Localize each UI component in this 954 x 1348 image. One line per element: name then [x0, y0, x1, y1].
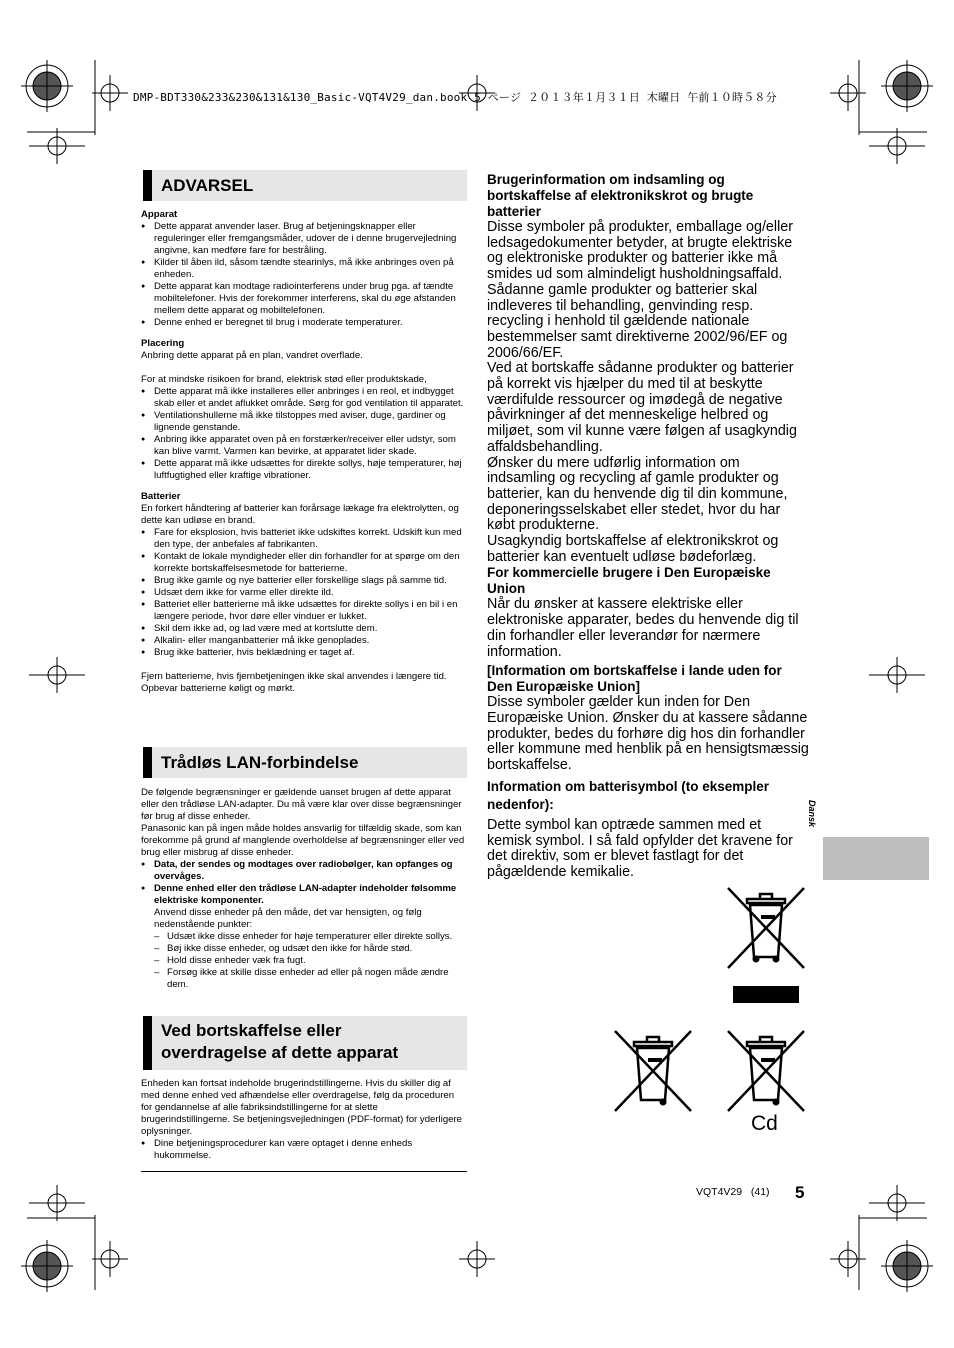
heading-non-eu: [Information om bortskaffelse i lande uden for Den Europæiske Union] [487, 663, 782, 695]
file-header: DMP-BDT330&233&230&131&130_Basic-VQT4V29_dan.book 5 ページ ２０１３年１月３１日 木曜日 午前１０時５８分 [133, 91, 777, 104]
apparat-heading: Apparat [141, 209, 178, 220]
right-column [487, 172, 809, 881]
batterier-list [141, 527, 467, 659]
list-item: ● Dette apparat må ikke installeres eller anbringes i en reol, et indbygget skab eller et andet aflukket område. Sørg for god ventilation til apparatet. [141, 386, 467, 410]
wlan-bold-list [141, 859, 467, 907]
list-item: ● Denne enhed er beregnet til brug i moderate temperaturer. [141, 317, 467, 329]
section-heading-advarsel: ADVARSEL [143, 170, 467, 201]
list-item: ● Alkalin- eller manganbatterier må ikke genoplades. [141, 635, 467, 647]
list-item: ● Skil dem ikke ad, og lad være med at kortslutte dem. [141, 623, 467, 635]
wlan-intro2: Panasonic kan på ingen måde holdes ansvarlig for tilfældig skade, som kan forekomme på grund af manglende overholdelse af begrænsninger eller ved brug eller misbrug af disse enheder. [141, 823, 465, 858]
paragraph: Usagkyndig bortskaffelse af elektronikskrot og batterier kan eventuelt udløse bødeforlæg. [487, 533, 779, 565]
wlan-dash-list [141, 931, 467, 991]
language-tab [823, 837, 929, 880]
list-item: – Hold disse enheder væk fra fugt. [141, 955, 467, 967]
wlan-use-text: Anvend disse enheder på den måde, det var hensigten, og følg nedenstående punkter: [154, 907, 422, 930]
divider [141, 1171, 467, 1172]
disposal-text: Enheden kan fortsat indeholde brugerindstillingerne. Hvis du skiller dig af med denne enhed ved afhændelse eller overdragelse, følg da proceduren for gendannelse af alle fabriksindstillingerne for at slette brugerindstillingerne. Se betjeningsvejledningen (PDF-format) for yderligere oplysninger. [141, 1078, 463, 1137]
advarsel-body [141, 209, 467, 695]
list-item: ● Dette apparat kan modtage radiointerferens under brug pga. af tændte mobiltelefoner. Hvis der forekommer interferens, skal du øge afstanden mellem dette apparat og mobiltelefonen. [141, 281, 467, 317]
placering-heading: Placering [141, 338, 185, 349]
risk-text: For at mindske risikoen for brand, elektrisk stød eller produktskade, [141, 374, 427, 385]
document-code: VQT4V29 (41) [696, 1186, 770, 1198]
disposal-body [141, 1078, 467, 1162]
language-tab-label: Dansk [807, 800, 817, 828]
paragraph: Disse symboler på produkter, emballage og/eller ledsagedokumenter betyder, at brugte elektriske og elektroniske produkter og batterier ikke må smides ud som almindeligt husholdningsaffald. [487, 219, 793, 283]
chemical-symbol: Cd [751, 1112, 778, 1135]
wlan-body [141, 787, 467, 991]
paragraph: Disse symboler gælder kun inden for Den Europæiske Union. Ønsker du at kassere sådanne produkter, bedes du forhøre dig hos din forhandler eller kommune med henblik på en hensigtsmæssig bortskaffelse. [487, 694, 809, 774]
wlan-intro: De følgende begrænsninger er gældende uanset brugen af dette apparat eller den trådløse LAN-adapter. Du må være klar over disse begrænsninger før brug af disse enheder. [141, 787, 462, 822]
crossed-bin-icon [725, 885, 807, 971]
placering-text: Anbring dette apparat på en plan, vandret overflade. [141, 350, 363, 361]
paragraph: Sådanne gamle produkter og batterier skal indleveres til behandling, genvinding resp. recycling i henhold til gældende nationale bestemmelser samt direktiverne 2002/96/EF og 2006/66/EF. [487, 281, 788, 361]
section-heading-disposal: Ved bortskaffelse eller overdragelse af dette apparat [143, 1016, 467, 1070]
section-heading-wlan: Trådløs LAN-forbindelse [143, 747, 467, 778]
crossed-bin-icon [725, 1028, 807, 1114]
remote-text: Fjern batterierne, hvis fjernbetjeningen ikke skal anvendes i længere tid. Opbevar batterierne køligt og mørkt. [141, 671, 447, 694]
list-item: ● Brug ikke batterier, hvis beklædning er taget af. [141, 647, 467, 659]
paragraph: Dette symbol kan optræde sammen med et kemisk symbol. I så fald opfylder det kravene for det direktiv, som er blevet fastlagt for det pågældende kemikalie. [487, 816, 793, 880]
heading-collection: Brugerinformation om indsamling og bortskaffelse af elektronikskrot og brugte batterier [487, 172, 754, 219]
list-item: ● Brug ikke gamle og nye batterier eller forskellige slags på samme tid. [141, 575, 467, 587]
list-item: – Forsøg ikke at skille disse enheder ad eller på nogen måde ændre dem. [141, 967, 467, 991]
list-item: ● Data, der sendes og modtages over radiobølger, kan opfanges og overvåges. [141, 859, 467, 883]
paragraph: Når du ønsker at kassere elektriske eller elektroniske apparater, bedes du henvende dig til din forhandler eller leverandør for nærmere information. [487, 596, 799, 660]
disposal-list [141, 1138, 467, 1162]
list-item: ● Ventilationshullerne må ikke tilstoppes med aviser, duge, gardiner og lignende genstande. [141, 410, 467, 434]
list-item: ● Kilder til åben ild, såsom tændte stearinlys, må ikke anbringes oven på enheden. [141, 257, 467, 281]
batterier-text: En forkert håndtering af batterier kan forårsage lækage fra elektrolytten, og dette kan udløse en brand. [141, 503, 459, 526]
batterier-heading: Batterier [141, 491, 181, 502]
separator-bar [733, 986, 799, 1003]
list-item: ● Anbring ikke apparatet oven på en forstærker/receiver eller udstyr, som kan blive varmt. Varmen kan bevirke, at apparatet lider skade. [141, 434, 467, 458]
list-item: ● Denne enhed eller den trådløse LAN-adapter indeholder følsomme elektriske komponenter. [141, 883, 467, 907]
page-number: 5 [795, 1183, 805, 1202]
list-item: ● Fare for eksplosion, hvis batteriet ikke udskiftes korrekt. Udskift kun med den type, der anbefales af fabrikanten. [141, 527, 467, 551]
paragraph: Ved at bortskaffe sådanne produkter og batterier på korrekt vis hjælper du med til at beskytte værdifulde ressourcer og imødegå de negative påvirkninger af det menneskelige helbred og miljøet, som vil kunne være følgen af usagkyndig affaldsbehandling. [487, 360, 797, 455]
list-item: ● Dette apparat anvender laser. Brug af betjeningsknapper eller reguleringer eller fremgangsmåder, udover de i denne brugervejledning angivne, kan medføre fare for bestråling. [141, 221, 467, 257]
list-item: – Bøj ikke disse enheder, og udsæt den ikke for hårde stød. [141, 943, 467, 955]
list-item: ● Udsæt dem ikke for varme eller direkte ild. [141, 587, 467, 599]
paragraph: Ønsker du mere udførlig information om indsamling og recycling af gamle produkter og batterier, kan du henvende dig til din kommune, deponeringsselskabet eller stedet, hvor du har købt produkterne. [487, 454, 788, 534]
list-item: ● Kontakt de lokale myndigheder eller din forhandler for at spørge om den korrekte bortskaffelsesmetode for batterierne. [141, 551, 467, 575]
heading-commercial: For kommercielle brugere i Den Europæiske Union [487, 565, 771, 597]
crossed-bin-icon [612, 1028, 694, 1114]
list-item: ● Batteriet eller batterierne må ikke udsættes for direkte sollys i en bil i en længere periode, hvor døre eller vinduer er lukket. [141, 599, 467, 623]
heading-battery-symbol: Information om batterisymbol (to eksempler nedenfor): [487, 778, 770, 812]
list-item: ● Dine betjeningsprocedurer kan være optaget i denne enheds hukommelse. [141, 1138, 467, 1162]
apparat-list [141, 221, 467, 329]
risk-list [141, 386, 467, 482]
list-item: – Udsæt ikke disse enheder for høje temperaturer eller direkte sollys. [141, 931, 467, 943]
list-item: ● Dette apparat må ikke udsættes for direkte sollys, høje temperaturer, høj luftfugtighed eller kraftige vibrationer. [141, 458, 467, 482]
